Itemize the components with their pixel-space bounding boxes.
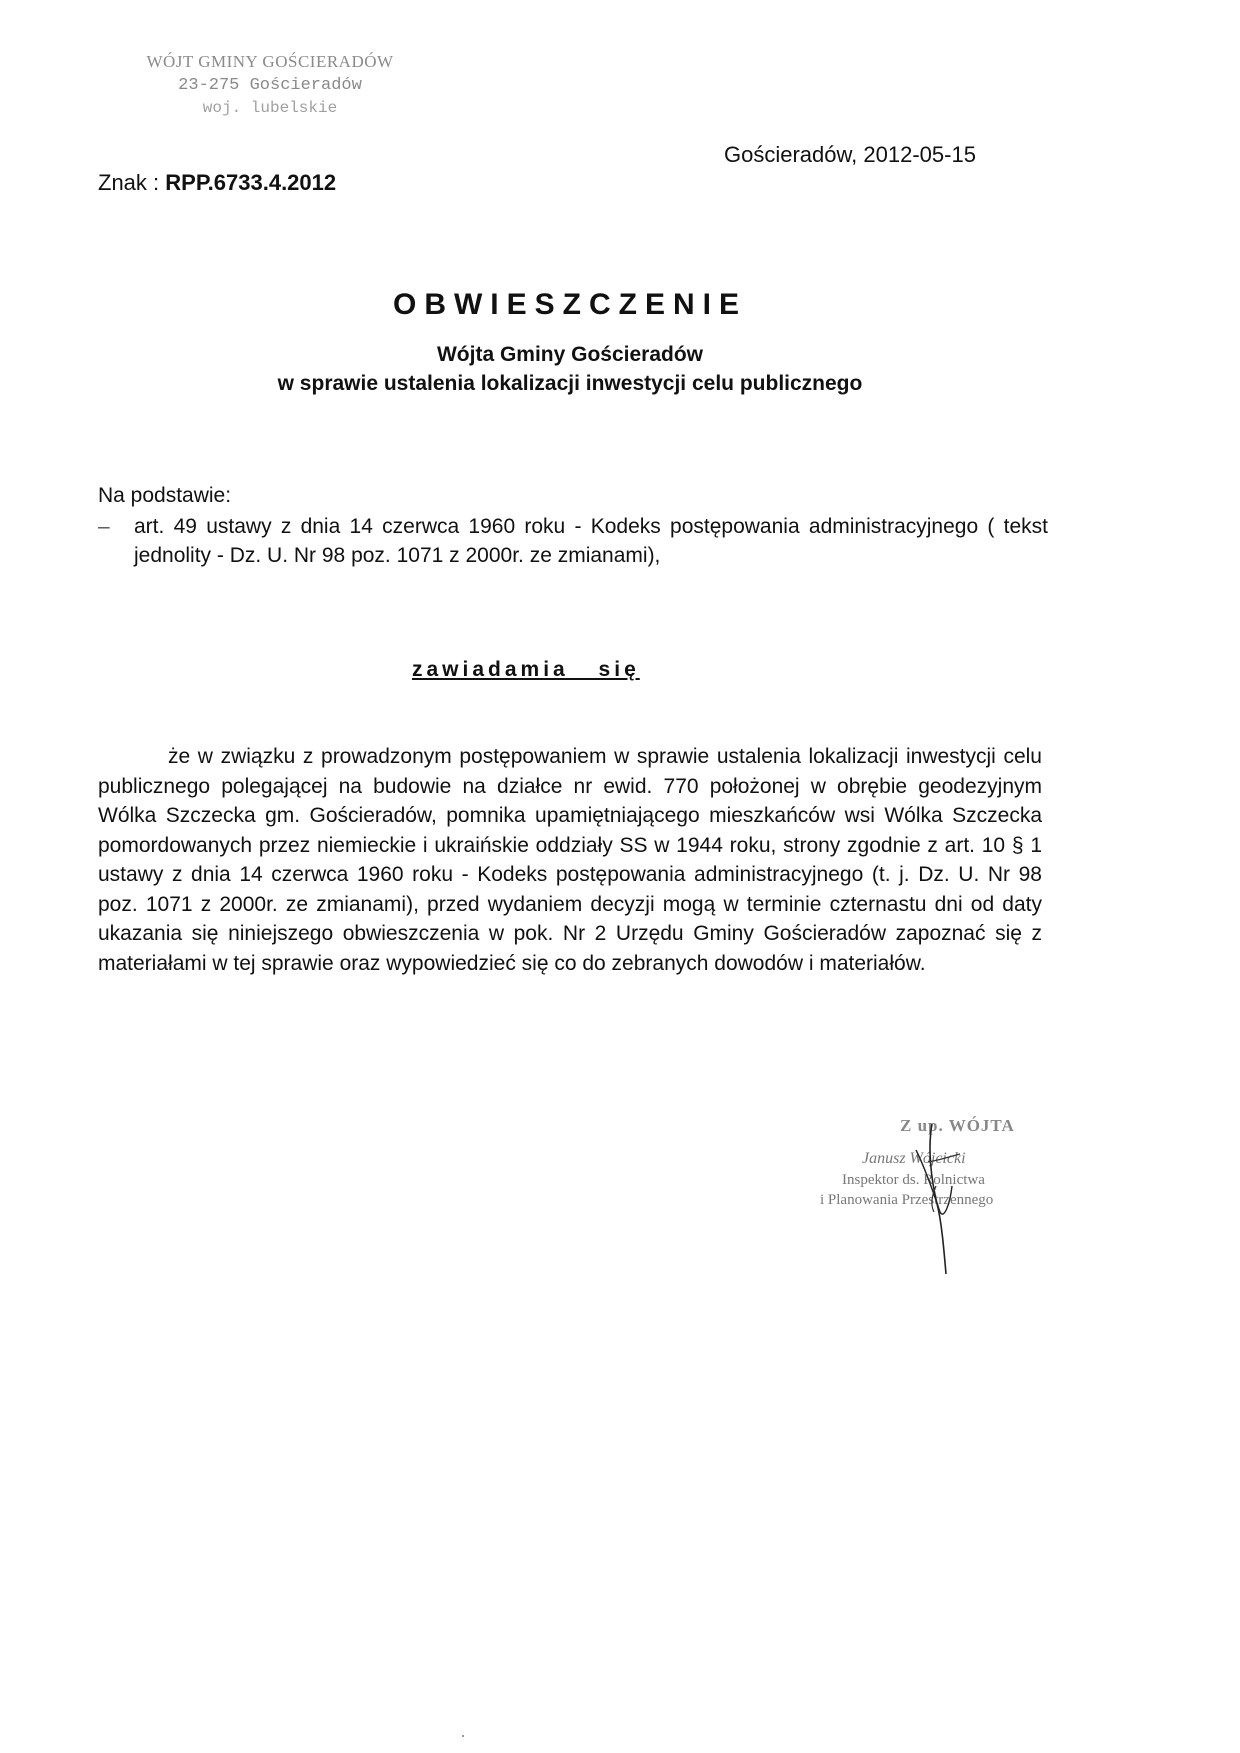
- signatory-name: Janusz Wójcicki: [862, 1150, 966, 1167]
- signature-on-behalf: Z up. WÓJTA: [900, 1116, 1015, 1135]
- signature-block: [820, 1116, 1060, 1276]
- subtitle-issuer: Wójta Gminy Gościeradów: [436, 343, 704, 366]
- notification-heading: zawiadamia się: [412, 658, 640, 681]
- handwritten-signature-icon: [820, 1116, 1060, 1276]
- reference-label: Znak :: [98, 170, 160, 195]
- signatory-position-1: Inspektor ds. Rolnictwa: [842, 1172, 985, 1188]
- legal-basis-text: art. 49 ustawy z dnia 14 czerwca 1960 roku - Kodeks postępowania administracyjnego ( tekst jednolity - Dz. U. Nr 98 poz. 1071 z 2000r. ze zmianami),: [134, 515, 1048, 567]
- stamp-line-office: WÓJT GMINY GOŚCIERADÓW: [146, 52, 394, 71]
- place-date: Gościeradów, 2012-05-15: [724, 142, 976, 167]
- legal-basis-item: [98, 512, 1048, 570]
- reference-number: [98, 170, 336, 196]
- office-stamp: [125, 52, 415, 117]
- document-title: OBWIESZCZENIE: [392, 288, 747, 321]
- stamp-line-region: woj. lubelskie: [202, 99, 338, 117]
- document-subtitle: [0, 340, 1140, 398]
- signatory-position-2: i Planowania Przestrzennego: [820, 1192, 994, 1208]
- subtitle-subject: w sprawie ustalenia lokalizacji inwestycji celu publicznego: [277, 372, 863, 395]
- legal-basis-label: Na podstawie:: [98, 484, 232, 507]
- stamp-line-address: 23-275 Gościeradów: [178, 76, 362, 95]
- scan-speck: [462, 1735, 464, 1737]
- notice-body: że w związku z prowadzonym postępowaniem w sprawie ustalenia lokalizacji inwestycji celu publicznego polegającej na budowie na działce nr ewid. 770 położonej w obrębie geodezyjnym Wólka Szczecka gm. Gościeradów, pomnika upamiętniającego mieszkańców wsi Wólka Szczecka pomordowanych przez niemieckie i ukraińskie oddziały SS w 1944 roku, strony zgodnie z art. 10 § 1 ustawy z dnia 14 czerwca 1960 roku - Kodeks postępowania administracyjnego (t. j. Dz. U. Nr 98 poz. 1071 z 2000r. ze zmianami), przed wydaniem decyzji mogą w terminie czternastu dni od daty ukazania się niniejszego obwieszczenia w pok. Nr 2 Urzędu Gminy Gościeradów zapoznać się z materiałami w tej sprawie oraz wypowiedzieć się co do zebranych dowodów i materiałów.: [98, 745, 1042, 975]
- bullet-dash-icon: –: [98, 515, 110, 538]
- reference-value: RPP.6733.4.2012: [165, 170, 337, 195]
